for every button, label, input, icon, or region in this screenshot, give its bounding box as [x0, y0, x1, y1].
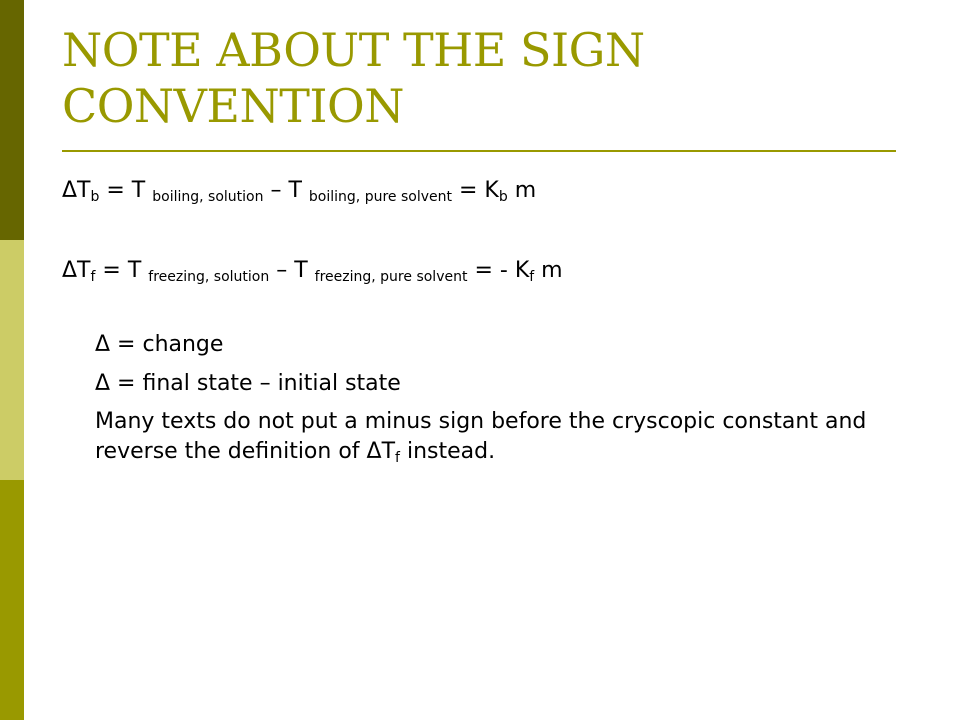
definition-final-initial: Δ = final state – initial state	[95, 371, 401, 396]
note-sub: f	[395, 450, 400, 466]
eq2-equals-k: = - K	[467, 258, 530, 283]
sign-convention-note	[95, 407, 895, 467]
eq1-equals-k: = K	[451, 178, 499, 203]
side-band-bottom	[0, 480, 24, 720]
boiling-point-equation	[62, 176, 536, 206]
eq1-k-sub: b	[498, 189, 508, 205]
eq1-minus: – T	[263, 178, 309, 203]
eq2-k-sub: f	[529, 269, 535, 285]
eq2-minus: – T	[269, 258, 315, 283]
side-band-top	[0, 0, 24, 240]
eq1-lhs: ΔT	[62, 178, 91, 203]
eq2-sub-solvent: freezing, pure solvent	[314, 269, 468, 285]
title-divider	[62, 150, 896, 152]
eq1-equals: = T	[99, 178, 153, 203]
slide-title: NOTE ABOUT THE SIGN CONVENTION	[62, 23, 645, 133]
note-tail: instead.	[399, 439, 496, 464]
eq2-equals: = T	[95, 258, 149, 283]
side-band-middle	[0, 240, 24, 480]
definition-change: Δ = change	[95, 332, 224, 357]
eq2-m: m	[534, 258, 563, 283]
eq1-sub-solvent: boiling, pure solvent	[308, 189, 452, 205]
eq2-lhs: ΔT	[62, 258, 91, 283]
note-text: Many texts do not put a minus sign before the cryscopic constant and reverse the definition of ΔT	[95, 409, 867, 464]
freezing-point-equation	[62, 256, 563, 286]
eq1-m: m	[507, 178, 537, 203]
eq2-sub-solution: freezing, solution	[148, 269, 270, 285]
eq2-lhs-sub: f	[90, 269, 96, 285]
eq1-sub-solution: boiling, solution	[152, 189, 264, 205]
eq1-lhs-sub: b	[90, 189, 100, 205]
